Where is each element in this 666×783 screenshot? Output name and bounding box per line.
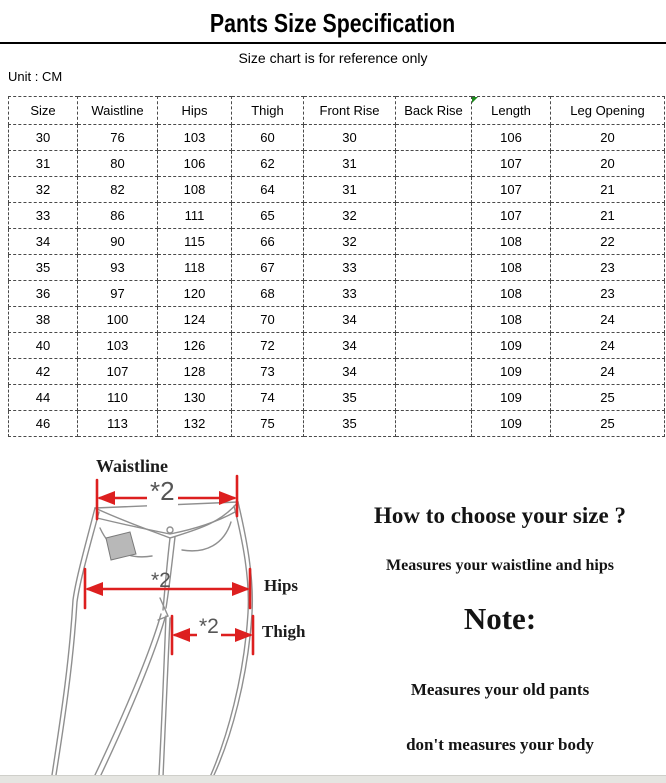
- table-cell: 44: [9, 385, 78, 411]
- table-row: [9, 229, 665, 255]
- table-cell: 33: [304, 255, 396, 281]
- table-cell: 21: [551, 177, 665, 203]
- table-cell: 31: [304, 177, 396, 203]
- table-cell: 120: [158, 281, 232, 307]
- table-cell: 109: [472, 411, 551, 437]
- table-cell: 132: [158, 411, 232, 437]
- table-cell: 62: [232, 151, 304, 177]
- table-cell: [396, 255, 472, 281]
- table-cell: 107: [78, 359, 158, 385]
- table-cell: 35: [304, 411, 396, 437]
- table-cell: 72: [232, 333, 304, 359]
- size-guide: [335, 495, 665, 775]
- hips-multiplier: *2: [151, 569, 171, 592]
- table-cell: 128: [158, 359, 232, 385]
- table-cell: [396, 125, 472, 151]
- title-divider: [0, 42, 666, 44]
- header-cell-leg-opening: Leg Opening: [551, 97, 665, 125]
- table-cell: [396, 333, 472, 359]
- table-row: [9, 333, 665, 359]
- header-cell-waistline: Waistline: [78, 97, 158, 125]
- waistline-multiplier: *2: [147, 476, 178, 507]
- table-cell: 46: [9, 411, 78, 437]
- table-cell: 35: [9, 255, 78, 281]
- table-cell: 23: [551, 255, 665, 281]
- table-cell: 118: [158, 255, 232, 281]
- table-cell: 73: [232, 359, 304, 385]
- table-cell: 113: [78, 411, 158, 437]
- table-cell: 32: [304, 203, 396, 229]
- thigh-multiplier: *2: [199, 615, 219, 638]
- table-cell: 67: [232, 255, 304, 281]
- table-cell: 86: [78, 203, 158, 229]
- table-cell: 80: [78, 151, 158, 177]
- title-wrap: [0, 8, 666, 39]
- table-cell: 108: [472, 281, 551, 307]
- table-row: [9, 385, 665, 411]
- table-cell: 68: [232, 281, 304, 307]
- table-cell: 107: [472, 177, 551, 203]
- thigh-label: Thigh: [262, 622, 306, 641]
- table-cell: 34: [304, 333, 396, 359]
- table-cell: 38: [9, 307, 78, 333]
- table-cell: 106: [472, 125, 551, 151]
- table-cell: 24: [551, 333, 665, 359]
- table-cell: [396, 359, 472, 385]
- table-cell: [396, 151, 472, 177]
- table-cell: 126: [158, 333, 232, 359]
- table-cell: 24: [551, 307, 665, 333]
- table-row: [9, 359, 665, 385]
- table-cell: 32: [9, 177, 78, 203]
- pants-legs: [52, 502, 252, 777]
- table-cell: 36: [9, 281, 78, 307]
- table-cell: 108: [472, 255, 551, 281]
- table-row: [9, 411, 665, 437]
- table-cell: 25: [551, 385, 665, 411]
- note-line2: don't measures your body: [406, 735, 594, 754]
- note-heading: Note:: [463, 601, 537, 636]
- table-cell: 33: [9, 203, 78, 229]
- table-cell: 106: [158, 151, 232, 177]
- table-cell: 70: [232, 307, 304, 333]
- table-row: [9, 177, 665, 203]
- table-cell: 107: [472, 151, 551, 177]
- table-cell: 93: [78, 255, 158, 281]
- table-cell: 64: [232, 177, 304, 203]
- size-table: [8, 96, 665, 437]
- table-cell: [396, 385, 472, 411]
- table-cell: 103: [78, 333, 158, 359]
- table-cell: 103: [158, 125, 232, 151]
- table-cell: 20: [551, 151, 665, 177]
- table-cell: 31: [304, 151, 396, 177]
- header-cell-back-rise: Back Rise: [396, 97, 472, 125]
- table-cell: 34: [304, 359, 396, 385]
- table-cell: 124: [158, 307, 232, 333]
- table-cell: [396, 203, 472, 229]
- note-line1: Measures your old pants: [410, 680, 590, 699]
- table-row: [9, 125, 665, 151]
- table-cell: 30: [9, 125, 78, 151]
- table-cell: 90: [78, 229, 158, 255]
- table-cell: 40: [9, 333, 78, 359]
- table-cell: 107: [472, 203, 551, 229]
- table-cell: 31: [9, 151, 78, 177]
- size-table-body: [9, 125, 665, 437]
- table-cell: 109: [472, 385, 551, 411]
- table-cell: [396, 177, 472, 203]
- table-cell: 34: [9, 229, 78, 255]
- table-cell: 20: [551, 125, 665, 151]
- table-cell: 35: [304, 385, 396, 411]
- table-cell: 109: [472, 333, 551, 359]
- subtitle: Size chart is for reference only: [238, 50, 428, 66]
- header-cell-size: Size: [9, 97, 78, 125]
- table-row: [9, 281, 665, 307]
- pants-pockets: [100, 522, 231, 560]
- table-cell: 24: [551, 359, 665, 385]
- table-cell: 76: [78, 125, 158, 151]
- guide-heading: How to choose your size ?: [374, 503, 626, 528]
- table-cell: 97: [78, 281, 158, 307]
- table-cell: 108: [158, 177, 232, 203]
- header-cell-front-rise: Front Rise: [304, 97, 396, 125]
- table-cell: 82: [78, 177, 158, 203]
- table-cell: 108: [472, 229, 551, 255]
- table-cell: 60: [232, 125, 304, 151]
- table-cell: 33: [304, 281, 396, 307]
- table-cell: 110: [78, 385, 158, 411]
- table-cell: [396, 281, 472, 307]
- table-cell: 30: [304, 125, 396, 151]
- table-cell: 130: [158, 385, 232, 411]
- table-row: [9, 203, 665, 229]
- table-cell: 66: [232, 229, 304, 255]
- table-cell: 74: [232, 385, 304, 411]
- page-title: Pants Size Specification: [210, 8, 456, 38]
- table-cell: 115: [158, 229, 232, 255]
- header-cell-hips: Hips: [158, 97, 232, 125]
- table-cell: 100: [78, 307, 158, 333]
- table-row: [9, 255, 665, 281]
- table-cell: 108: [472, 307, 551, 333]
- header-cell-thigh: Thigh: [232, 97, 304, 125]
- table-row: [9, 307, 665, 333]
- table-cell: 32: [304, 229, 396, 255]
- header-cell-length: Length: [472, 97, 551, 125]
- table-cell: 75: [232, 411, 304, 437]
- waistline-label: Waistline: [96, 456, 169, 476]
- unit-label: Unit : CM: [8, 69, 63, 84]
- table-cell: 42: [9, 359, 78, 385]
- footer-strip: [0, 775, 666, 783]
- size-table-header-row: [9, 97, 665, 125]
- table-row: [9, 151, 665, 177]
- table-cell: 21: [551, 203, 665, 229]
- table-cell: 23: [551, 281, 665, 307]
- table-cell: [396, 411, 472, 437]
- table-cell: 109: [472, 359, 551, 385]
- table-cell: [396, 229, 472, 255]
- table-cell: 25: [551, 411, 665, 437]
- hips-label: Hips: [264, 576, 299, 595]
- pants-waistband: [95, 502, 238, 538]
- table-cell: [396, 307, 472, 333]
- cell-flag-triangle: [472, 97, 478, 103]
- table-cell: 65: [232, 203, 304, 229]
- table-cell: 34: [304, 307, 396, 333]
- table-cell: 111: [158, 203, 232, 229]
- table-cell: 22: [551, 229, 665, 255]
- guide-line1: Measures your waistline and hips: [386, 557, 614, 574]
